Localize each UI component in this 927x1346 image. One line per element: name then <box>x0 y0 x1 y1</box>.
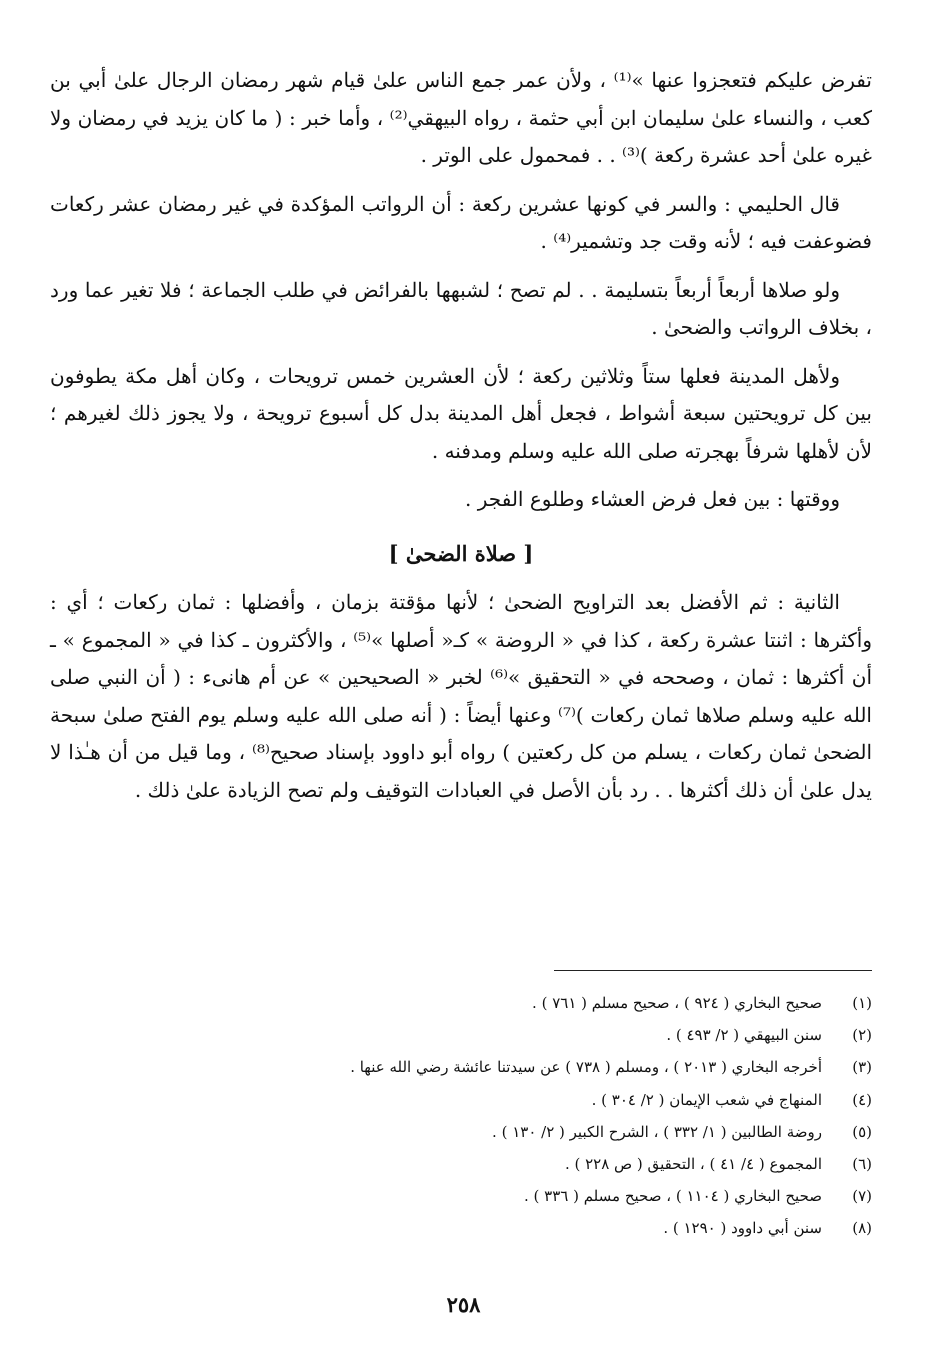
footnote <box>50 1180 872 1212</box>
footnote-text: المنهاج في شعب الإيمان ( ٢/ ٣٠٤ ) . <box>591 1090 822 1109</box>
footnote-number: (٨) <box>852 1219 872 1238</box>
footnote <box>50 1116 872 1148</box>
footnote-text: صحيح البخاري ( ٩٢٤ ) ، صحيح مسلم ( ٧٦١ ) . <box>532 994 822 1012</box>
footnote-text: سنن البيهقي ( ٢/ ٤٩٣ ) . <box>666 1026 822 1045</box>
footnote-number: (٧) <box>852 1187 872 1206</box>
footnote-number: (٣) <box>852 1058 872 1077</box>
footnote-text: أخرجه البخاري ( ٢٠١٣ ) ، ومسلم ( ٧٣٨ ) عن سيدتنا عائشة رضي الله عنها . <box>350 1058 822 1077</box>
main-text <box>50 62 872 820</box>
footnote <box>50 1051 872 1083</box>
footnote <box>50 1084 872 1116</box>
footnotes <box>50 987 872 1245</box>
footnote <box>50 1148 872 1180</box>
footnote-text: صحيح البخاري ( ١١٠٤ ) ، صحيح مسلم ( ٣٣٦ ) . <box>523 1187 822 1206</box>
paragraph: تفرض عليكم فتعجزوا عنها »⁽¹⁾ ، ولأن عمر جمع الناس علىٰ قيام شهر رمضان الرجال علىٰ أبي بن كعب ، والنساء علىٰ سليمان ابن أبي حثمة ، رواه البيهقي⁽²⁾ ، وأما خبر : ( ما كان يزيد في رمضان ولا غيره علىٰ أحد عشرة ركعة )⁽³⁾ . . فمحمول على الوتر . <box>50 68 872 167</box>
footnote-text: روضة الطالبين ( ١/ ٣٣٢ ) ، الشرح الكبير ( ٢/ ١٣٠ ) . <box>492 1122 822 1141</box>
section-heading: [ صلاة الضحىٰ ] <box>388 540 534 566</box>
page-number: ٢٥٨ <box>446 1292 481 1317</box>
footnote-number: (١) <box>852 994 872 1012</box>
footnote-number: (٥) <box>852 1122 872 1141</box>
footnote-divider <box>554 970 872 971</box>
paragraph: ولو صلاها أربعاً أربعاً بتسليمة . . لم تصح ؛ لشبهها بالفرائض في طلب الجماعة ؛ فلا تغير عما ورد ، بخلاف الرواتب والضحىٰ . <box>50 277 872 339</box>
footnote <box>50 987 872 1019</box>
footnote-number: (٢) <box>852 1026 872 1045</box>
footnote-text: سنن أبي داوود ( ١٢٩٠ ) . <box>663 1219 822 1238</box>
footnote-text: المجموع ( ٤/ ٤١ ) ، التحقيق ( ص ٢٢٨ ) . <box>564 1155 822 1174</box>
paragraph: الثانية : ثم الأفضل بعد التراويح الضحىٰ ؛ لأنها مؤقتة بزمان ، وأفضلها : ثمان ركعات ؛ أي : وأكثرها : اثنتا عشرة ركعة ، كذا في « الروضة » كـ« أصلها »⁽⁵⁾ ، والأكثرون ـ كذا في « المجموع » ـ أن أكثرها : ثمان ، وصححه في « التحقيق »⁽⁶⁾ لخبر « الصحيحين » عن أم هانىء : ( أن النبي صلى الله عليه وسلم صلاها ثمان ركعات )⁽⁷⁾ وعنها أيضاً : ( أنه صلى الله عليه وسلم يوم الفتح صلىٰ سبحة الضحىٰ ثمان ركعات ، يسلم من كل ركعتين ) رواه أبو داوود بإسناد صحيح⁽⁸⁾ ، وما قيل من أن هـٰذا لا يدل علىٰ أن ذلك أكثرها . . رد بأن الأصل في العبادات التوقيف ولم تصح الزيادة علىٰ ذلك . <box>50 590 872 802</box>
footnote <box>50 1019 872 1051</box>
footnote-number: (٤) <box>852 1090 872 1109</box>
paragraph: ووقتها : بين فعل فرض العشاء وطلوع الفجر . <box>465 487 840 511</box>
paragraph: ولأهل المدينة فعلها ستاً وثلاثين ركعة ؛ لأن العشرين خمس ترويحات ، وكان أهل مكة يطوفون بين كل ترويحتين سبعة أشواط ، فجعل أهل المدينة بدل كل أسبوع ترويحة ، ولا يجوز ذلك لغيرهم ؛ لأن لأهلها شرفاً بهجرته صلى الله عليه وسلم ومدفنه . <box>50 363 872 463</box>
paragraph: قال الحليمي : والسر في كونها عشرين ركعة : أن الرواتب المؤكدة في غير رمضان عشر ركعات فضوعفت فيه ؛ لأنه وقت جد وتشمير⁽⁴⁾ . <box>50 191 872 253</box>
footnote-number: (٦) <box>852 1155 872 1174</box>
footnote <box>50 1212 872 1244</box>
